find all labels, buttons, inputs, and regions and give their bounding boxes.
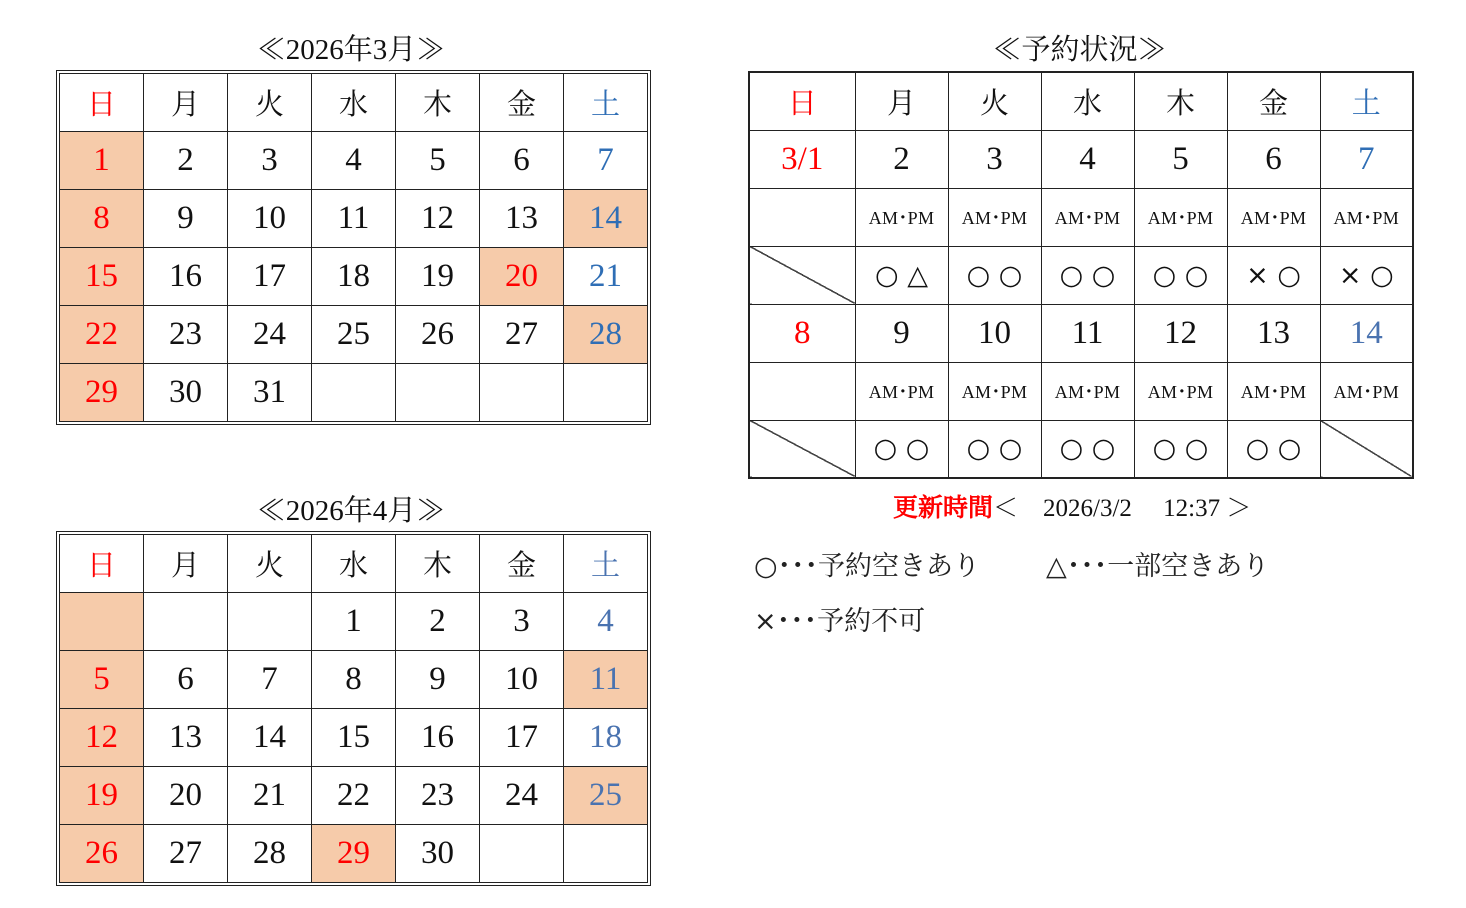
calendar-day-cell: 6 [144, 651, 228, 709]
reservation-title: ≪予約状況≫ [992, 34, 1167, 66]
calendar-day-cell: 3 [480, 593, 564, 651]
calendar-day-cell: 17 [480, 709, 564, 767]
march-calendar-title: ≪2026年3月≫ [256, 34, 446, 66]
calendar-day-cell: 8 [312, 651, 396, 709]
status-mark-cell: ○ ○ [948, 246, 1041, 304]
calendar-day-cell: 28 [228, 825, 312, 883]
calendar-day-cell: 22 [312, 767, 396, 825]
calendar-day-cell: 4 [312, 132, 396, 190]
calendar-day-cell [60, 593, 144, 651]
week-row [60, 306, 648, 364]
reservation-date-cell: 5 [1134, 130, 1227, 188]
calendar-day-cell: 14 [228, 709, 312, 767]
legend-unavailable: ×･･･予約不可 [754, 606, 926, 637]
week-row [60, 709, 648, 767]
reservation-date-row [749, 130, 1413, 188]
calendar-day-cell: 1 [60, 132, 144, 190]
march-calendar-table [59, 73, 648, 422]
weekday-header-cell: 土 [564, 535, 648, 593]
calendar-day-cell: 9 [396, 651, 480, 709]
calendar-day-cell: 24 [480, 767, 564, 825]
calendar-day-cell: 26 [396, 306, 480, 364]
week-row [60, 651, 648, 709]
calendar-day-cell: 19 [60, 767, 144, 825]
calendar-day-cell: 30 [396, 825, 480, 883]
reservation-ampm-row [749, 362, 1413, 420]
reservation-weekday-cell: 土 [1320, 72, 1413, 130]
ampm-cell: AM･PM [1041, 362, 1134, 420]
calendar-day-cell: 27 [144, 825, 228, 883]
reservation-weekday-cell: 火 [948, 72, 1041, 130]
reservation-date-cell: 8 [749, 304, 855, 362]
weekday-header-cell: 金 [480, 535, 564, 593]
calendar-day-cell [312, 364, 396, 422]
weekday-header-cell: 火 [228, 535, 312, 593]
calendar-day-cell: 15 [312, 709, 396, 767]
calendar-day-cell: 23 [396, 767, 480, 825]
ampm-cell: AM･PM [1227, 362, 1320, 420]
ampm-cell: AM･PM [1320, 362, 1413, 420]
legend-available: ○･･･予約空きあり [754, 551, 981, 582]
calendar-day-cell: 12 [60, 709, 144, 767]
reservation-date-cell: 3/1 [749, 130, 855, 188]
calendar-day-cell [228, 593, 312, 651]
status-mark-cell [1320, 420, 1413, 478]
calendar-day-cell: 12 [396, 190, 480, 248]
ampm-cell: AM･PM [948, 362, 1041, 420]
reservation-date-cell: 7 [1320, 130, 1413, 188]
status-mark-cell: ○ △ [855, 246, 948, 304]
april-calendar-title: ≪2026年4月≫ [256, 495, 446, 527]
calendar-day-cell: 13 [144, 709, 228, 767]
ampm-cell: AM･PM [1227, 188, 1320, 246]
calendar-day-cell [480, 825, 564, 883]
calendar-day-cell: 2 [396, 593, 480, 651]
calendar-day-cell: 25 [312, 306, 396, 364]
ampm-cell: AM･PM [855, 188, 948, 246]
status-mark-cell [749, 246, 855, 304]
reservation-date-cell: 2 [855, 130, 948, 188]
calendar-day-cell: 13 [480, 190, 564, 248]
calendar-day-cell: 30 [144, 364, 228, 422]
calendar-day-cell: 25 [564, 767, 648, 825]
calendar-day-cell: 2 [144, 132, 228, 190]
weekday-header-cell: 日 [60, 74, 144, 132]
status-mark-cell: ○ ○ [1227, 420, 1320, 478]
reservation-date-cell: 11 [1041, 304, 1134, 362]
week-row [60, 593, 648, 651]
ampm-cell: AM･PM [1041, 188, 1134, 246]
calendar-day-cell [480, 364, 564, 422]
ampm-cell [749, 188, 855, 246]
weekday-header-cell: 水 [312, 74, 396, 132]
weekday-header-cell: 木 [396, 535, 480, 593]
calendar-day-cell: 9 [144, 190, 228, 248]
update-time-value: ＜ 2026/3/2 12:37 ＞ [993, 495, 1252, 522]
reservation-date-cell: 3 [948, 130, 1041, 188]
calendar-day-cell: 7 [564, 132, 648, 190]
calendar-day-cell: 10 [480, 651, 564, 709]
calendar-day-cell: 28 [564, 306, 648, 364]
calendar-day-cell: 5 [60, 651, 144, 709]
weekday-header-row [60, 74, 648, 132]
reservation-date-cell: 9 [855, 304, 948, 362]
calendar-day-cell: 16 [144, 248, 228, 306]
calendar-day-cell: 19 [396, 248, 480, 306]
status-mark-cell: ○ ○ [855, 420, 948, 478]
calendar-day-cell: 14 [564, 190, 648, 248]
weekday-header-cell: 月 [144, 74, 228, 132]
calendar-day-cell: 23 [144, 306, 228, 364]
status-mark-cell: ○ ○ [948, 420, 1041, 478]
reservation-ampm-row [749, 188, 1413, 246]
april-calendar [56, 531, 651, 886]
reservation-status-table [748, 71, 1414, 479]
weekday-header-cell: 金 [480, 74, 564, 132]
calendar-day-cell: 20 [144, 767, 228, 825]
reservation-date-cell: 4 [1041, 130, 1134, 188]
weekday-header-cell: 日 [60, 535, 144, 593]
calendar-day-cell: 1 [312, 593, 396, 651]
calendar-day-cell: 24 [228, 306, 312, 364]
calendar-day-cell [144, 593, 228, 651]
calendar-day-cell: 29 [60, 364, 144, 422]
status-mark-cell: ○ ○ [1134, 246, 1227, 304]
week-row [60, 190, 648, 248]
calendar-day-cell: 16 [396, 709, 480, 767]
update-time [893, 488, 1251, 524]
weekday-header-row [60, 535, 648, 593]
weekday-header-cell: 月 [144, 535, 228, 593]
calendar-day-cell: 15 [60, 248, 144, 306]
week-row [60, 364, 648, 422]
ampm-cell: AM･PM [855, 362, 948, 420]
reservation-date-cell: 6 [1227, 130, 1320, 188]
status-mark-cell: ○ ○ [1041, 420, 1134, 478]
calendar-day-cell: 18 [312, 248, 396, 306]
calendar-day-cell: 8 [60, 190, 144, 248]
legend-partial: △･･･一部空きあり [1046, 551, 1270, 582]
status-mark-cell: × ○ [1320, 246, 1413, 304]
reservation-weekday-cell: 水 [1041, 72, 1134, 130]
ampm-cell: AM･PM [1134, 188, 1227, 246]
ampm-cell [749, 362, 855, 420]
weekday-header-cell: 木 [396, 74, 480, 132]
calendar-day-cell: 5 [396, 132, 480, 190]
calendar-day-cell: 11 [312, 190, 396, 248]
march-calendar [56, 70, 651, 425]
reservation-date-cell: 12 [1134, 304, 1227, 362]
ampm-cell: AM･PM [1320, 188, 1413, 246]
calendar-day-cell [564, 825, 648, 883]
status-mark-cell: × ○ [1227, 246, 1320, 304]
reservation-status-row [749, 246, 1413, 304]
calendar-day-cell: 20 [480, 248, 564, 306]
calendar-day-cell: 22 [60, 306, 144, 364]
calendar-day-cell: 26 [60, 825, 144, 883]
calendar-day-cell [564, 364, 648, 422]
weekday-header-cell: 土 [564, 74, 648, 132]
calendar-day-cell: 6 [480, 132, 564, 190]
week-row [60, 248, 648, 306]
reservation-weekday-cell: 月 [855, 72, 948, 130]
ampm-cell: AM･PM [1134, 362, 1227, 420]
week-row [60, 132, 648, 190]
reservation-weekday-cell: 木 [1134, 72, 1227, 130]
calendar-day-cell: 17 [228, 248, 312, 306]
calendar-day-cell: 29 [312, 825, 396, 883]
reservation-weekday-cell: 金 [1227, 72, 1320, 130]
update-time-label: 更新時間 [893, 495, 994, 522]
calendar-day-cell: 7 [228, 651, 312, 709]
week-row [60, 767, 648, 825]
weekday-header-cell: 火 [228, 74, 312, 132]
calendar-day-cell [396, 364, 480, 422]
reservation-header-row [749, 72, 1413, 130]
status-mark-cell: ○ ○ [1134, 420, 1227, 478]
reservation-date-row [749, 304, 1413, 362]
calendar-day-cell: 21 [564, 248, 648, 306]
calendar-day-cell: 3 [228, 132, 312, 190]
reservation-status-row [749, 420, 1413, 478]
calendar-day-cell: 11 [564, 651, 648, 709]
week-row [60, 825, 648, 883]
ampm-cell: AM･PM [948, 188, 1041, 246]
calendar-day-cell: 27 [480, 306, 564, 364]
calendar-day-cell: 4 [564, 593, 648, 651]
reservation-date-cell: 13 [1227, 304, 1320, 362]
status-mark-cell: ○ ○ [1041, 246, 1134, 304]
calendar-day-cell: 10 [228, 190, 312, 248]
calendar-day-cell: 18 [564, 709, 648, 767]
april-calendar-table [59, 534, 648, 883]
weekday-header-cell: 水 [312, 535, 396, 593]
calendar-day-cell: 21 [228, 767, 312, 825]
calendar-day-cell: 31 [228, 364, 312, 422]
status-mark-cell [749, 420, 855, 478]
reservation-date-cell: 10 [948, 304, 1041, 362]
reservation-date-cell: 14 [1320, 304, 1413, 362]
reservation-weekday-cell: 日 [749, 72, 855, 130]
